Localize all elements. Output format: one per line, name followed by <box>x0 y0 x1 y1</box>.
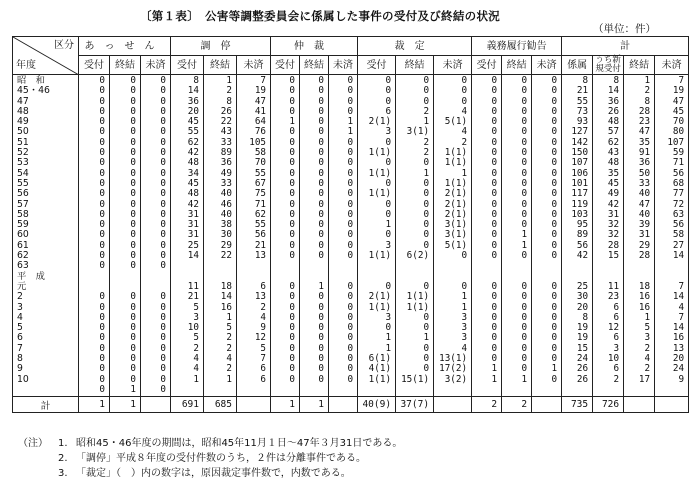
data-column: 0 0 0 0 0 0 0 0 0 0 0 0 0 0 0 0 0 0 0 0 0 0 0 0 0 0 0 0 0 <box>141 75 171 397</box>
sub-header: 終結 <box>624 56 655 75</box>
sub-header: 受付 <box>79 56 110 75</box>
footnote-number: 2. <box>58 453 68 464</box>
data-column: 0 0 0 6 2(1) 3 0 1(1) 0 1(1) 0 1(1) 0 0 1 0 3 1(1) 0 2(1) 1(1) 3 0 1 1 6(1) 4(1) 1(1) <box>358 75 396 397</box>
table-title: 〔第１表〕 公害等調整委員会に係属した事件の受付及び終結の状況 <box>140 9 501 23</box>
sub-header: 受付 <box>171 56 204 75</box>
sub-header: 受付 <box>358 56 396 75</box>
data-column: 0 0 0 0 0 0 0 0 0 0 0 0 0 0 0 0 0 0 0 0 0 0 0 0 0 0 1 1 <box>472 75 502 397</box>
total-cell: 1 <box>110 397 141 413</box>
sub-header: 係属 <box>562 56 593 75</box>
total-cell: 726 <box>593 397 624 413</box>
totals-label: 計 <box>13 397 79 413</box>
footnote-number: 1. <box>58 438 68 449</box>
totals-row <box>13 397 689 413</box>
total-cell: 2 <box>472 397 502 413</box>
data-column: 7 19 47 45 70 80 107 59 71 56 68 77 72 63 56 58 27 14 7 14 4 7 14 16 13 20 24 9 <box>655 75 689 397</box>
sub-header: 未済 <box>434 56 472 75</box>
year-column: 昭 和 45・46 47 48 49 50 51 52 53 54 55 56 57 58 59 60 61 62 63 平 成 元 2 3 4 5 6 7 8 9 10 <box>13 75 79 397</box>
sub-header: 未済 <box>329 56 358 75</box>
sub-header: 受付 <box>271 56 300 75</box>
total-cell <box>237 397 271 413</box>
total-cell: 685 <box>204 397 237 413</box>
total-cell: 40(9) <box>358 397 396 413</box>
total-cell <box>141 397 171 413</box>
header-year: 年度 <box>16 60 36 71</box>
sub-header: 受付 <box>472 56 502 75</box>
data-column: 0 0 0 0 0 0 0 0 0 0 0 0 0 0 0 0 0 0 0 0 0 0 0 0 0 0 1 0 <box>532 75 562 397</box>
sub-header: 終結 <box>204 56 237 75</box>
data-column: 1 2 8 28 23 47 35 91 36 50 33 40 47 40 39 31 29 28 18 16 16 1 5 3 2 4 2 17 <box>624 75 655 397</box>
header-category: 区分 <box>54 40 74 51</box>
header-corner <box>13 37 79 75</box>
footnote-text: 「調停」平成８年度の受付件数のうち，２件は分離事件である。 <box>76 453 366 464</box>
sub-header-new: うち新規受付 <box>593 56 624 75</box>
group-header-saitei: 裁定 <box>358 37 472 56</box>
total-cell: 1 <box>79 397 110 413</box>
data-column: 7 19 47 41 64 76 105 58 70 55 67 75 71 62 55 56 21 13 6 13 2 4 9 12 5 7 6 6 <box>237 75 271 397</box>
data-column: 0 0 0 4 5(1) 4 2 1(1) 1(1) 1 1(1) 2(1) 2(1) 2(1) 3(1) 3(1) 5(1) 0 0 1 1 3 3 3 4 13(1) 17(2) 3(2) <box>434 75 472 397</box>
footnote-text: 昭和45・46年度の期間は，昭和45年11月１日〜47年３月31日である。 <box>76 438 403 449</box>
total-cell <box>655 397 689 413</box>
total-cell <box>624 397 655 413</box>
footnote-2 <box>18 451 402 466</box>
sub-header: 未済 <box>141 56 171 75</box>
data-column: 0 0 0 0 0 0 0 0 0 0 0 0 0 0 0 0 0 0 0 0 0 0 0 0 0 0 0 0 0 <box>79 75 110 397</box>
footnote-text: 「裁定」（ ）内の数字は，原因裁定事件数で，内数である。 <box>76 468 351 479</box>
footnote-3 <box>18 466 402 481</box>
group-header-total: 計 <box>562 37 689 56</box>
total-cell <box>532 397 562 413</box>
total-cell <box>434 397 472 413</box>
data-column: 0 0 0 0 0 0 0 0 0 0 0 0 0 0 0 0 0 0 1 0 0 0 0 0 0 0 0 0 <box>300 75 329 397</box>
data-column: 1 2 8 26 22 43 33 89 36 49 33 40 46 40 38 30 29 22 18 14 16 1 5 2 2 4 2 1 <box>204 75 237 397</box>
group-header-gimu: 義務履行勧告 <box>472 37 562 56</box>
footnote-number: 3. <box>58 468 68 479</box>
data-column: 8 21 55 73 93 127 142 150 107 106 101 117 119 103 95 89 56 42 25 30 20 8 19 19 15 24 26 26 <box>562 75 593 397</box>
data-column: 8 14 36 26 48 57 62 43 48 35 45 49 42 31 32 32 28 15 11 23 6 6 12 6 3 10 6 2 <box>593 75 624 397</box>
sub-header: 終結 <box>396 56 434 75</box>
data-column: 0 0 0 0 0 0 0 0 0 0 0 0 0 0 0 1 1 0 0 0 0 0 0 0 0 0 0 1 <box>502 75 532 397</box>
sub-header: 終結 <box>300 56 329 75</box>
total-cell: 2 <box>502 397 532 413</box>
total-cell: 1 <box>271 397 300 413</box>
sub-header: 終結 <box>110 56 141 75</box>
sub-header: 未済 <box>532 56 562 75</box>
group-header-assen: あっせん <box>79 37 171 56</box>
total-cell <box>329 397 358 413</box>
footnote-1 <box>18 436 402 451</box>
group-header-chotei: 調停 <box>171 37 271 56</box>
total-cell: 1 <box>300 397 329 413</box>
sub-header: 未済 <box>237 56 271 75</box>
unit-label: （単位：件） <box>593 23 656 35</box>
footnotes <box>18 436 402 481</box>
total-cell: 735 <box>562 397 593 413</box>
sub-header: 終結 <box>502 56 532 75</box>
data-column: 8 14 36 20 45 55 62 42 48 34 45 48 42 31 31 31 25 14 11 21 5 3 10 5 2 4 4 1 <box>171 75 204 397</box>
sub-header: 未済 <box>655 56 689 75</box>
group-header-chusai: 仲裁 <box>271 37 358 56</box>
total-cell: 37(7) <box>396 397 434 413</box>
total-cell: 691 <box>171 397 204 413</box>
footnote-label: （注） <box>18 438 48 449</box>
data-column: 0 0 0 2 1 3(1) 2 2 0 1 0 0 0 0 0 0 0 6(2) 0 1(1) 1(1) 0 0 1 0 0 0 15(1) <box>396 75 434 397</box>
data-column: 0 0 0 0 1 0 0 0 0 0 0 0 0 0 0 0 0 0 0 0 0 0 0 0 0 0 0 0 <box>271 75 300 397</box>
case-status-table <box>12 36 689 413</box>
data-column: 0 0 0 0 0 0 0 0 0 0 0 0 0 0 0 0 0 0 0 0 0 0 0 0 0 0 0 0 1 <box>110 75 141 397</box>
data-column: 0 0 0 0 1 1 0 0 0 0 0 0 0 0 0 0 0 0 0 0 0 0 0 0 0 0 0 0 <box>329 75 358 397</box>
